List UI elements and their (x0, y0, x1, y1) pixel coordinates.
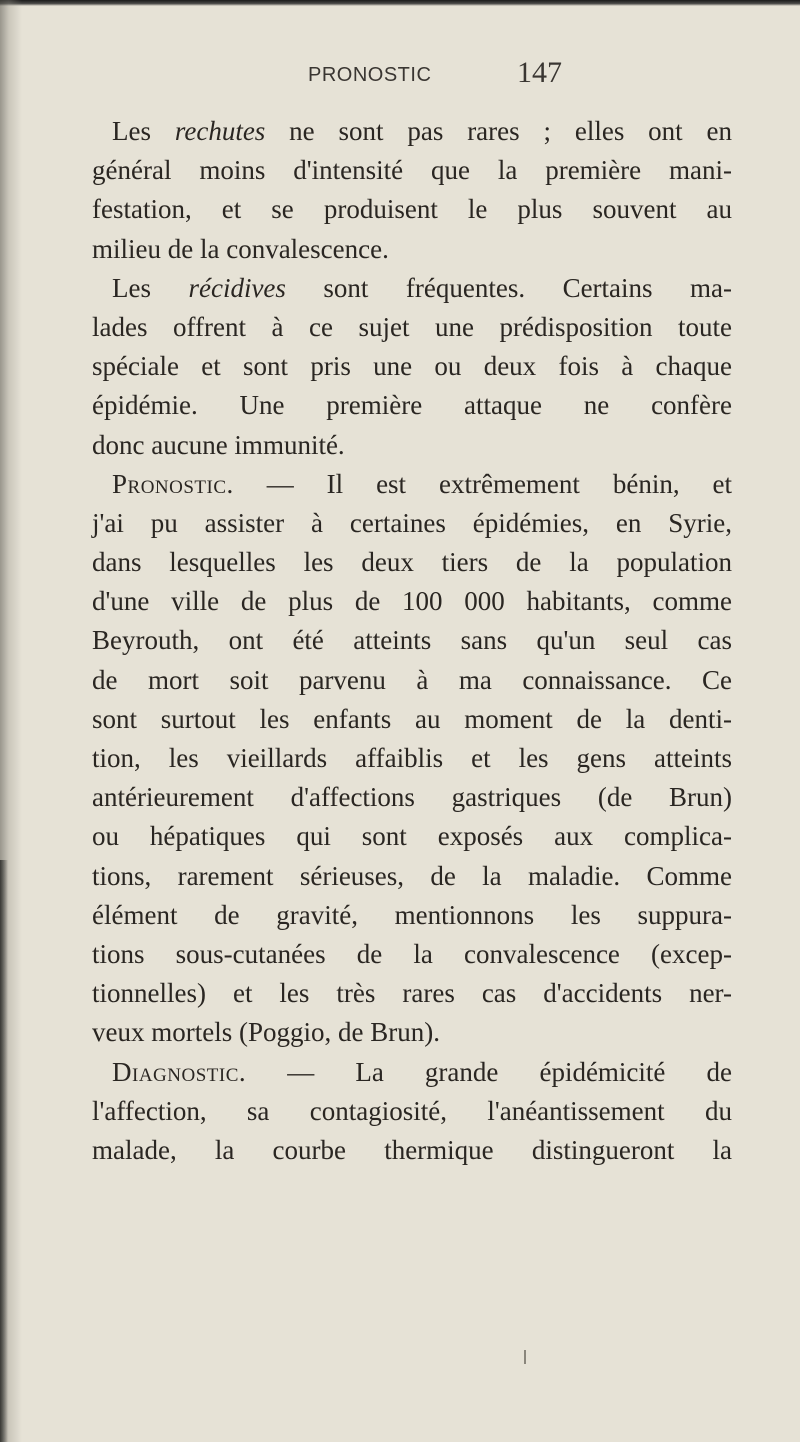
italic-term: récidives (188, 272, 286, 303)
body-text (92, 112, 732, 1170)
text-line: donc aucune immunité. (92, 429, 345, 460)
text-line: antérieurement d'affections gastriques (de Brun) (92, 782, 732, 813)
text-line: tion, les vieillards affaiblis et les gens atteints (92, 743, 732, 773)
text-line: festation, et se produisent le plus souvent au (92, 194, 732, 225)
text-line: spéciale et sont pris une ou deux fois à chaque (92, 351, 732, 382)
text-line: milieu de la convalescence. (92, 233, 389, 264)
text-line: général moins d'intensité que la première mani- (92, 155, 732, 186)
line-text: — La grande épidémicité de (246, 1056, 732, 1087)
page-number: 147 (517, 56, 562, 89)
text-line (92, 465, 732, 504)
text-line: lades offrent à ce sujet une prédisposition toute (92, 311, 732, 342)
line-text: Les (112, 116, 175, 146)
running-head (0, 56, 800, 96)
binding-dark-edge (0, 860, 8, 1442)
text-line: tionnelles) et les très rares cas d'accidents ner- (92, 978, 732, 1009)
text-line: tions sous-cutanées de la convalescence (excep- (92, 938, 732, 969)
page-top-edge (0, 0, 800, 6)
line-text: — Il est extrêmement bénin, et (233, 468, 732, 499)
line-text: sont fréquentes. Certains ma- (285, 272, 733, 303)
text-line: veux mortels (Poggio, de Brun). (92, 1017, 440, 1048)
text-line: élément de gravité, mentionnons les suppura- (92, 899, 732, 930)
line-text: Les (112, 272, 189, 303)
text-line: j'ai pu assister à certaines épidémies, en Syrie, (92, 507, 732, 538)
text-line: dans lesquelles les deux tiers de la population (92, 547, 732, 578)
text-line: épidémie. Une première attaque ne confère (92, 390, 732, 421)
line-text: ne sont pas rares ; elles ont en (265, 116, 733, 146)
text-line: d'une ville de plus de 100 000 habitants, comme (92, 586, 732, 617)
text-line (92, 1053, 732, 1092)
section-heading-diagnostic: Diagnostic. (112, 1056, 247, 1087)
stray-ink-mark (524, 1350, 526, 1364)
text-line: Beyrouth, ont été atteints sans qu'un seul cas (92, 625, 732, 656)
running-title: PRONOSTIC (308, 64, 432, 86)
text-line (92, 269, 732, 308)
italic-term: rechutes (174, 116, 266, 146)
text-line: ou hépatiques qui sont exposés aux complica- (92, 821, 732, 852)
text-line: de mort soit parvenu à ma connaissance. Ce (92, 664, 732, 695)
section-heading-pronostic: Pronostic. (112, 468, 234, 499)
text-line: l'affection, sa contagiosité, l'anéantissement du (92, 1095, 732, 1126)
text-line: tions, rarement sérieuses, de la maladie. Comme (92, 860, 732, 891)
text-line (92, 112, 732, 151)
text-line: sont surtout les enfants au moment de la denti- (92, 703, 732, 734)
text-line: malade, la courbe thermique distingueront la (92, 1134, 732, 1165)
